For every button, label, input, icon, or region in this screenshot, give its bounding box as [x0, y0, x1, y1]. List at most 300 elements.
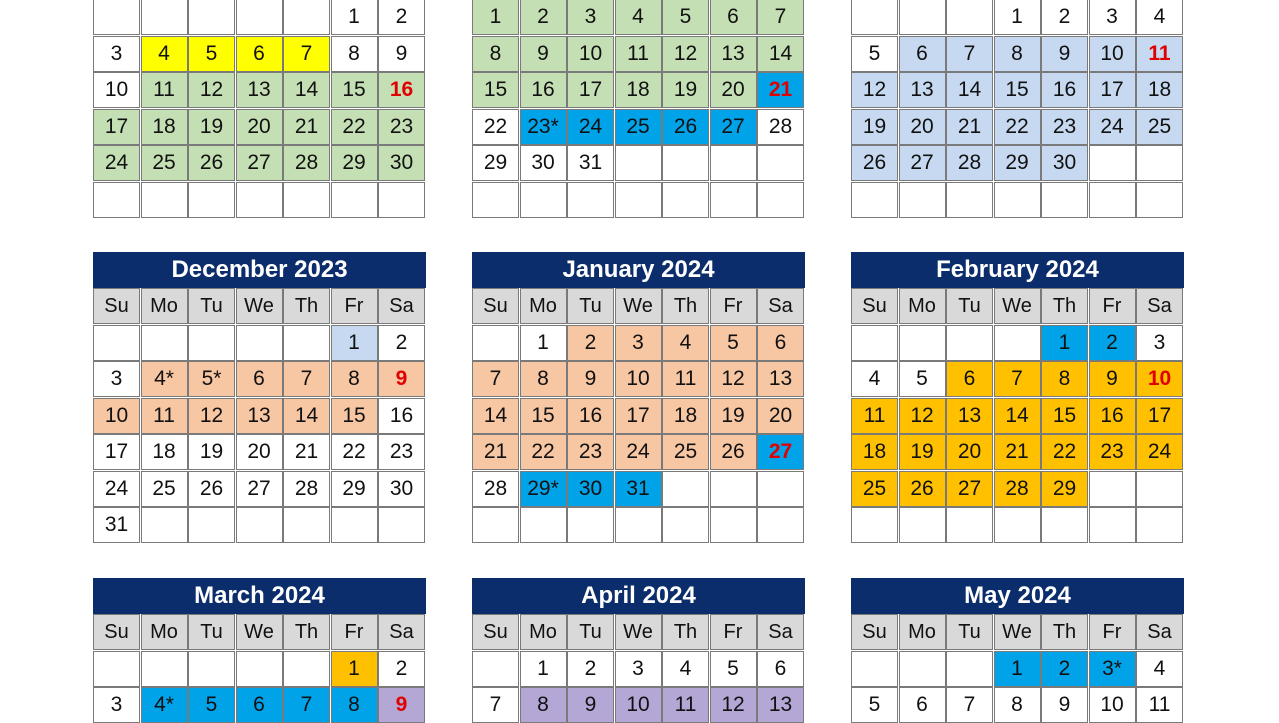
day-cell: 21 — [994, 434, 1041, 470]
day-cell: 2 — [1089, 325, 1136, 361]
day-cell: 11 — [615, 36, 662, 72]
day-cell: 7 — [283, 361, 330, 397]
day-cell: 6 — [757, 325, 804, 361]
empty-day-cell — [662, 182, 709, 218]
day-cell: 3 — [93, 361, 140, 397]
day-cell: 29 — [331, 471, 378, 507]
day-cell: 20 — [946, 434, 993, 470]
day-cell: 3 — [567, 0, 614, 35]
day-cell: 2 — [567, 651, 614, 687]
day-cell: 16 — [1089, 398, 1136, 434]
empty-day-cell — [188, 325, 235, 361]
empty-day-cell — [236, 651, 283, 687]
day-cell: 1 — [1041, 325, 1088, 361]
day-cell: 8 — [520, 361, 567, 397]
day-cell: 24 — [93, 471, 140, 507]
day-cell: 27 — [946, 471, 993, 507]
day-cell: 1 — [994, 0, 1041, 35]
day-cell: 21 — [757, 72, 804, 108]
empty-day-cell — [662, 471, 709, 507]
weekday-header: We — [236, 288, 283, 324]
empty-day-cell — [710, 471, 757, 507]
day-cell: 13 — [236, 72, 283, 108]
day-cell: 10 — [615, 687, 662, 723]
day-cell: 3 — [93, 687, 140, 723]
day-cell: 4 — [662, 325, 709, 361]
day-cell: 4 — [1136, 651, 1183, 687]
day-cell: 4 — [615, 0, 662, 35]
day-cell: 17 — [93, 109, 140, 145]
empty-day-cell — [141, 507, 188, 543]
day-cell: 29 — [994, 145, 1041, 181]
weekday-header: Mo — [520, 288, 567, 324]
day-cell: 2 — [1041, 651, 1088, 687]
day-cell: 22 — [472, 109, 519, 145]
weekday-header: Su — [472, 614, 519, 650]
empty-day-cell — [331, 507, 378, 543]
day-cell: 5 — [188, 36, 235, 72]
day-cell: 29 — [331, 145, 378, 181]
weekday-header: Fr — [1089, 614, 1136, 650]
day-cell: 17 — [93, 434, 140, 470]
empty-day-cell — [662, 507, 709, 543]
day-cell: 27 — [236, 471, 283, 507]
empty-day-cell — [899, 182, 946, 218]
empty-day-cell — [188, 651, 235, 687]
day-cell: 19 — [710, 398, 757, 434]
day-cell: 6 — [899, 687, 946, 723]
day-cell: 30 — [1041, 145, 1088, 181]
day-cell: 20 — [710, 72, 757, 108]
day-cell: 13 — [757, 361, 804, 397]
weekday-header: Su — [851, 288, 898, 324]
month-title: December 2023 — [93, 252, 426, 288]
day-cell: 1 — [520, 651, 567, 687]
day-cell: 14 — [994, 398, 1041, 434]
empty-day-cell — [378, 507, 425, 543]
day-cell: 9 — [378, 361, 425, 397]
day-cell: 11 — [662, 687, 709, 723]
day-cell: 28 — [946, 145, 993, 181]
day-cell: 8 — [994, 687, 1041, 723]
day-cell: 7 — [472, 361, 519, 397]
empty-day-cell — [994, 325, 1041, 361]
weekday-header: Tu — [946, 614, 993, 650]
day-cell: 28 — [472, 471, 519, 507]
empty-day-cell — [757, 471, 804, 507]
day-cell: 17 — [567, 72, 614, 108]
day-cell: 12 — [188, 72, 235, 108]
day-cell: 4 — [662, 651, 709, 687]
day-cell: 3* — [1089, 651, 1136, 687]
empty-day-cell — [899, 0, 946, 35]
empty-day-cell — [662, 145, 709, 181]
empty-day-cell — [899, 651, 946, 687]
day-cell: 9 — [1089, 361, 1136, 397]
day-cell: 26 — [710, 434, 757, 470]
day-cell: 5 — [710, 325, 757, 361]
day-cell: 5 — [851, 36, 898, 72]
day-cell: 30 — [567, 471, 614, 507]
day-cell: 9 — [378, 687, 425, 723]
month-title: January 2024 — [472, 252, 805, 288]
day-cell: 31 — [615, 471, 662, 507]
day-cell: 7 — [283, 36, 330, 72]
day-cell: 20 — [236, 434, 283, 470]
day-cell: 14 — [757, 36, 804, 72]
day-cell: 22 — [331, 109, 378, 145]
day-cell: 4 — [141, 36, 188, 72]
day-cell: 1 — [520, 325, 567, 361]
day-cell: 8 — [1041, 361, 1088, 397]
empty-day-cell — [615, 145, 662, 181]
day-cell: 28 — [283, 145, 330, 181]
day-cell: 10 — [567, 36, 614, 72]
weekday-header: Sa — [378, 614, 425, 650]
day-cell: 8 — [331, 687, 378, 723]
day-cell: 28 — [757, 109, 804, 145]
day-cell: 12 — [710, 361, 757, 397]
day-cell: 7 — [472, 687, 519, 723]
weekday-header: Fr — [710, 288, 757, 324]
empty-day-cell — [188, 0, 235, 35]
day-cell: 9 — [520, 36, 567, 72]
day-cell: 5* — [188, 361, 235, 397]
empty-day-cell — [1041, 507, 1088, 543]
weekday-header: Su — [93, 614, 140, 650]
empty-day-cell — [615, 182, 662, 218]
day-cell: 27 — [236, 145, 283, 181]
empty-day-cell — [378, 182, 425, 218]
weekday-header: Th — [283, 614, 330, 650]
weekday-header: We — [994, 288, 1041, 324]
day-cell: 10 — [1089, 36, 1136, 72]
empty-day-cell — [1089, 145, 1136, 181]
day-cell: 17 — [615, 398, 662, 434]
day-cell: 19 — [662, 72, 709, 108]
day-cell: 8 — [331, 36, 378, 72]
empty-day-cell — [93, 651, 140, 687]
day-cell: 14 — [472, 398, 519, 434]
day-cell: 11 — [141, 398, 188, 434]
empty-day-cell — [1089, 471, 1136, 507]
day-cell: 11 — [1136, 687, 1183, 723]
empty-day-cell — [93, 0, 140, 35]
day-cell: 22 — [520, 434, 567, 470]
day-cell: 14 — [283, 398, 330, 434]
empty-day-cell — [1089, 182, 1136, 218]
empty-day-cell — [283, 507, 330, 543]
weekday-header: Fr — [1089, 288, 1136, 324]
empty-day-cell — [851, 325, 898, 361]
empty-day-cell — [899, 507, 946, 543]
day-cell: 2 — [378, 651, 425, 687]
day-cell: 23 — [378, 109, 425, 145]
day-cell: 13 — [710, 36, 757, 72]
empty-day-cell — [567, 507, 614, 543]
day-cell: 15 — [520, 398, 567, 434]
day-cell: 24 — [93, 145, 140, 181]
weekday-header: Tu — [188, 288, 235, 324]
day-cell: 11 — [851, 398, 898, 434]
empty-day-cell — [1136, 182, 1183, 218]
empty-day-cell — [851, 0, 898, 35]
day-cell: 25 — [1136, 109, 1183, 145]
day-cell: 23 — [378, 434, 425, 470]
day-cell: 16 — [378, 398, 425, 434]
day-cell: 4 — [851, 361, 898, 397]
day-cell: 28 — [283, 471, 330, 507]
day-cell: 26 — [188, 145, 235, 181]
day-cell: 26 — [851, 145, 898, 181]
weekday-header: Th — [1041, 288, 1088, 324]
day-cell: 2 — [1041, 0, 1088, 35]
day-cell: 14 — [283, 72, 330, 108]
day-cell: 24 — [1136, 434, 1183, 470]
day-cell: 1 — [331, 651, 378, 687]
weekday-header: We — [236, 614, 283, 650]
day-cell: 2 — [520, 0, 567, 35]
month-title: March 2024 — [93, 578, 426, 614]
empty-day-cell — [188, 182, 235, 218]
empty-day-cell — [899, 325, 946, 361]
day-cell: 25 — [615, 109, 662, 145]
weekday-header: Tu — [567, 288, 614, 324]
day-cell: 19 — [851, 109, 898, 145]
day-cell: 7 — [283, 687, 330, 723]
empty-day-cell — [520, 507, 567, 543]
weekday-header: Th — [662, 288, 709, 324]
weekday-header: We — [615, 288, 662, 324]
day-cell: 28 — [994, 471, 1041, 507]
day-cell: 7 — [994, 361, 1041, 397]
day-cell: 18 — [615, 72, 662, 108]
empty-day-cell — [851, 651, 898, 687]
empty-day-cell — [188, 507, 235, 543]
day-cell: 15 — [1041, 398, 1088, 434]
day-cell: 9 — [1041, 687, 1088, 723]
day-cell: 8 — [994, 36, 1041, 72]
empty-day-cell — [946, 651, 993, 687]
day-cell: 4 — [1136, 0, 1183, 35]
weekday-header: Tu — [567, 614, 614, 650]
day-cell: 11 — [141, 72, 188, 108]
day-cell: 18 — [662, 398, 709, 434]
day-cell: 26 — [662, 109, 709, 145]
empty-day-cell — [141, 0, 188, 35]
weekday-header: Sa — [378, 288, 425, 324]
day-cell: 21 — [472, 434, 519, 470]
day-cell: 18 — [851, 434, 898, 470]
day-cell: 9 — [567, 361, 614, 397]
day-cell: 26 — [899, 471, 946, 507]
day-cell: 12 — [710, 687, 757, 723]
day-cell: 30 — [378, 145, 425, 181]
empty-day-cell — [283, 0, 330, 35]
day-cell: 12 — [662, 36, 709, 72]
day-cell: 17 — [1136, 398, 1183, 434]
day-cell: 8 — [472, 36, 519, 72]
day-cell: 9 — [378, 36, 425, 72]
empty-day-cell — [757, 507, 804, 543]
day-cell: 7 — [946, 36, 993, 72]
weekday-header: Sa — [757, 288, 804, 324]
day-cell: 7 — [946, 687, 993, 723]
day-cell: 29* — [520, 471, 567, 507]
day-cell: 10 — [1089, 687, 1136, 723]
empty-day-cell — [946, 507, 993, 543]
day-cell: 29 — [472, 145, 519, 181]
day-cell: 22 — [1041, 434, 1088, 470]
empty-day-cell — [93, 182, 140, 218]
empty-day-cell — [472, 325, 519, 361]
day-cell: 14 — [946, 72, 993, 108]
day-cell: 20 — [899, 109, 946, 145]
day-cell: 18 — [141, 434, 188, 470]
weekday-header: We — [994, 614, 1041, 650]
empty-day-cell — [283, 651, 330, 687]
weekday-header: Fr — [331, 288, 378, 324]
day-cell: 16 — [378, 72, 425, 108]
empty-day-cell — [851, 182, 898, 218]
empty-day-cell — [710, 507, 757, 543]
day-cell: 25 — [662, 434, 709, 470]
day-cell: 30 — [520, 145, 567, 181]
empty-day-cell — [615, 507, 662, 543]
day-cell: 5 — [188, 687, 235, 723]
day-cell: 15 — [331, 72, 378, 108]
month-title: April 2024 — [472, 578, 805, 614]
weekday-header: Sa — [757, 614, 804, 650]
empty-day-cell — [93, 325, 140, 361]
empty-day-cell — [567, 182, 614, 218]
day-cell: 10 — [615, 361, 662, 397]
day-cell: 12 — [899, 398, 946, 434]
day-cell: 17 — [1089, 72, 1136, 108]
day-cell: 2 — [378, 325, 425, 361]
day-cell: 15 — [994, 72, 1041, 108]
day-cell: 1 — [472, 0, 519, 35]
day-cell: 10 — [93, 398, 140, 434]
weekday-header: Th — [662, 614, 709, 650]
empty-day-cell — [1041, 182, 1088, 218]
day-cell: 6 — [757, 651, 804, 687]
day-cell: 6 — [899, 36, 946, 72]
day-cell: 6 — [236, 361, 283, 397]
day-cell: 18 — [1136, 72, 1183, 108]
day-cell: 11 — [662, 361, 709, 397]
weekday-header: Mo — [141, 288, 188, 324]
day-cell: 1 — [331, 0, 378, 35]
day-cell: 6 — [236, 36, 283, 72]
day-cell: 1 — [994, 651, 1041, 687]
day-cell: 10 — [93, 72, 140, 108]
weekday-header: Fr — [710, 614, 757, 650]
day-cell: 23* — [520, 109, 567, 145]
day-cell: 22 — [331, 434, 378, 470]
day-cell: 6 — [946, 361, 993, 397]
empty-day-cell — [472, 507, 519, 543]
day-cell: 6 — [236, 687, 283, 723]
empty-day-cell — [141, 325, 188, 361]
empty-day-cell — [236, 0, 283, 35]
day-cell: 20 — [757, 398, 804, 434]
empty-day-cell — [236, 182, 283, 218]
day-cell: 13 — [946, 398, 993, 434]
day-cell: 8 — [520, 687, 567, 723]
weekday-header: Mo — [141, 614, 188, 650]
weekday-header: Mo — [520, 614, 567, 650]
empty-day-cell — [236, 325, 283, 361]
day-cell: 23 — [1041, 109, 1088, 145]
empty-day-cell — [710, 182, 757, 218]
empty-day-cell — [757, 145, 804, 181]
weekday-header: Tu — [946, 288, 993, 324]
day-cell: 31 — [567, 145, 614, 181]
day-cell: 4* — [141, 361, 188, 397]
empty-day-cell — [141, 182, 188, 218]
day-cell: 24 — [1089, 109, 1136, 145]
weekday-header: We — [615, 614, 662, 650]
empty-day-cell — [1089, 507, 1136, 543]
day-cell: 7 — [757, 0, 804, 35]
day-cell: 21 — [946, 109, 993, 145]
day-cell: 3 — [615, 325, 662, 361]
day-cell: 18 — [141, 109, 188, 145]
weekday-header: Tu — [188, 614, 235, 650]
day-cell: 12 — [188, 398, 235, 434]
day-cell: 25 — [141, 471, 188, 507]
empty-day-cell — [710, 145, 757, 181]
day-cell: 13 — [757, 687, 804, 723]
day-cell: 29 — [1041, 471, 1088, 507]
day-cell: 5 — [710, 651, 757, 687]
day-cell: 19 — [899, 434, 946, 470]
day-cell: 16 — [520, 72, 567, 108]
day-cell: 13 — [899, 72, 946, 108]
empty-day-cell — [994, 507, 1041, 543]
empty-day-cell — [1136, 507, 1183, 543]
day-cell: 16 — [1041, 72, 1088, 108]
day-cell: 5 — [851, 687, 898, 723]
day-cell: 2 — [567, 325, 614, 361]
day-cell: 27 — [757, 434, 804, 470]
day-cell: 11 — [1136, 36, 1183, 72]
month-title: February 2024 — [851, 252, 1184, 288]
empty-day-cell — [331, 182, 378, 218]
empty-day-cell — [1136, 471, 1183, 507]
weekday-header: Mo — [899, 614, 946, 650]
day-cell: 5 — [899, 361, 946, 397]
day-cell: 12 — [851, 72, 898, 108]
empty-day-cell — [472, 182, 519, 218]
empty-day-cell — [946, 182, 993, 218]
weekday-header: Th — [283, 288, 330, 324]
day-cell: 24 — [567, 109, 614, 145]
day-cell: 31 — [93, 507, 140, 543]
day-cell: 2 — [378, 0, 425, 35]
day-cell: 3 — [1089, 0, 1136, 35]
day-cell: 1 — [331, 325, 378, 361]
day-cell: 27 — [899, 145, 946, 181]
day-cell: 20 — [236, 109, 283, 145]
weekday-header: Fr — [331, 614, 378, 650]
weekday-header: Su — [93, 288, 140, 324]
day-cell: 21 — [283, 109, 330, 145]
empty-day-cell — [851, 507, 898, 543]
day-cell: 25 — [141, 145, 188, 181]
empty-day-cell — [946, 325, 993, 361]
